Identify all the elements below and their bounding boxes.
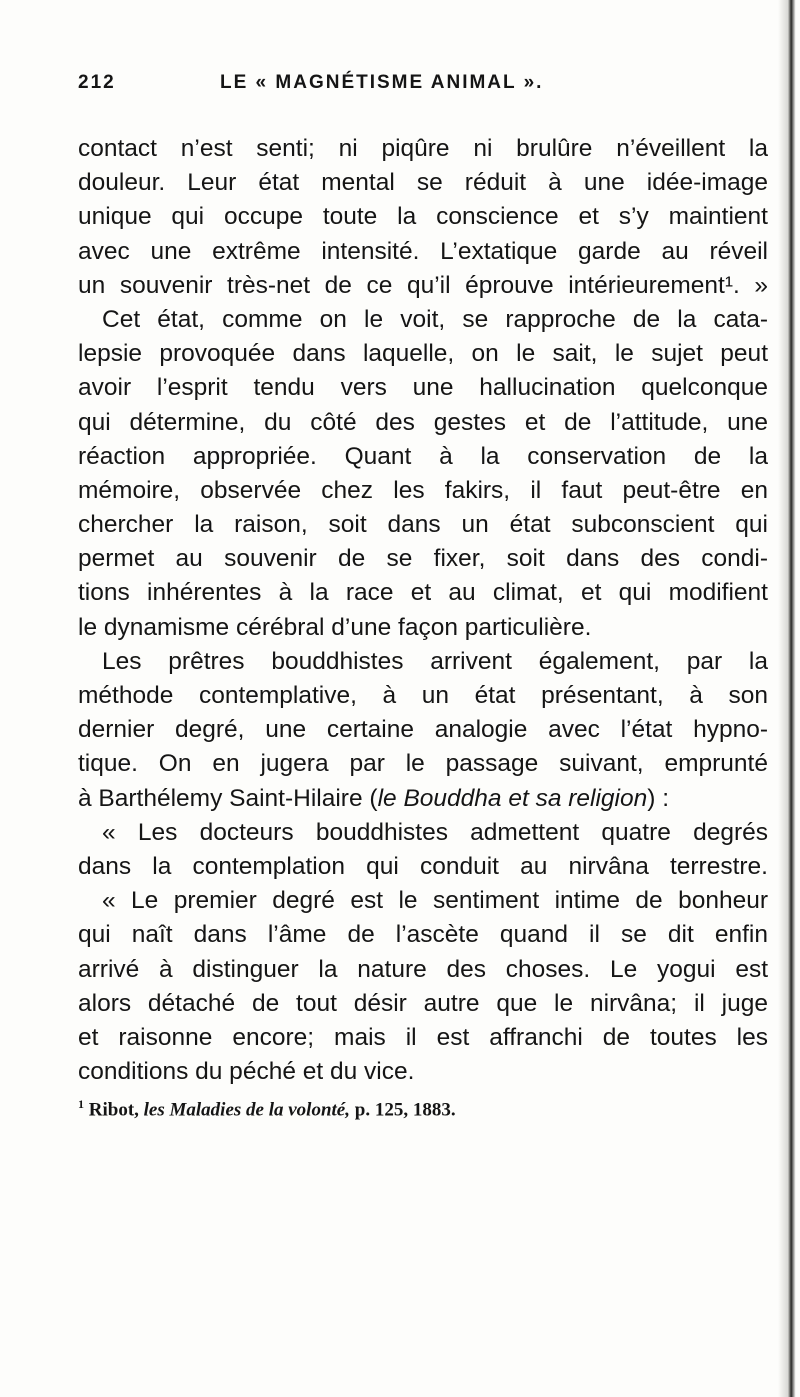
text-line: qui détermine, du côté des gestes et de l’attitude, une: [78, 408, 768, 436]
book-title: le Bouddha et sa religion: [377, 784, 648, 812]
text-line: dans la contemplation qui conduit au nirvâna terrestre.: [78, 852, 768, 880]
text-line: arrivé à distinguer la nature des choses. Le yogui est: [78, 955, 768, 983]
text-line: tions inhérentes à la race et au climat, et qui modifient: [78, 579, 768, 607]
footnote-ref: p. 125, 1883.: [354, 1099, 456, 1121]
text-line: avoir l’esprit tendu vers une hallucination quelconque: [78, 374, 768, 402]
page-header: [78, 72, 768, 112]
text-line: contact n’est senti; ni piqûre ni brulûre n’éveillent la: [78, 135, 768, 162]
text-line: dernier degré, une certaine analogie avec l’état hypno-: [78, 716, 768, 744]
text-line: unique qui occupe toute la conscience et s’y maintient: [78, 203, 768, 231]
text-line: avec une extrême intensité. L’extatique garde au réveil: [78, 237, 768, 265]
text-line: qui naît dans l’âme de l’ascète quand il se dit enfin: [78, 921, 768, 949]
citation-close: ) :: [647, 784, 670, 812]
book-page: [78, 72, 768, 1122]
text-line: méthode contemplative, à un état présentant, à son: [78, 682, 768, 709]
running-head: LE « MAGNÉTISME ANIMAL ».: [220, 72, 544, 93]
text-line: conditions du péché et du vice.: [78, 1058, 415, 1086]
text-line: « Le premier degré est le sentiment intime de bonheur: [102, 887, 768, 915]
text-line: le dynamisme cérébral d’une façon particulière.: [78, 613, 592, 641]
text-line: lepsie provoquée dans laquelle, on le sait, le sujet peut: [78, 340, 768, 368]
text-line: réaction appropriée. Quant à la conservation de la: [78, 442, 768, 470]
text-line: et raisonne encore; mais il est affranchi de toutes les: [78, 1023, 768, 1051]
text-line: alors détaché de tout désir autre que le nirvâna; il juge: [78, 989, 768, 1017]
text-line: Les prêtres bouddhistes arrivent également, par la: [102, 647, 768, 675]
footnote-author: Ribot,: [88, 1099, 139, 1121]
text-line: un souvenir très-net de ce qu’il éprouve intérieurement¹. »: [78, 271, 768, 299]
text-line: « Les docteurs bouddhistes admettent quatre degrés: [102, 818, 768, 846]
footnote-title: les Maladies de la volonté,: [143, 1099, 350, 1121]
page-number: 212: [78, 72, 116, 93]
page-edge: [778, 0, 800, 1397]
citation-lead: à Barthélemy Saint-Hilaire (: [78, 784, 378, 812]
footnote: [78, 1097, 768, 1121]
footnote-mark: 1: [78, 1097, 84, 1112]
text-line: mémoire, observée chez les fakirs, il faut peut-être en: [78, 476, 768, 504]
text-line-citation: [78, 782, 768, 816]
text-line: douleur. Leur état mental se réduit à une idée-image: [78, 169, 768, 197]
body-text: [78, 132, 768, 1089]
text-line: permet au souvenir de se fixer, soit dans des condi-: [78, 545, 768, 573]
text-line: chercher la raison, soit dans un état subconscient qui: [78, 511, 768, 539]
text-line: tique. On en jugera par le passage suivant, emprunté: [78, 750, 768, 778]
text-line: Cet état, comme on le voit, se rapproche de la cata-: [102, 305, 768, 333]
